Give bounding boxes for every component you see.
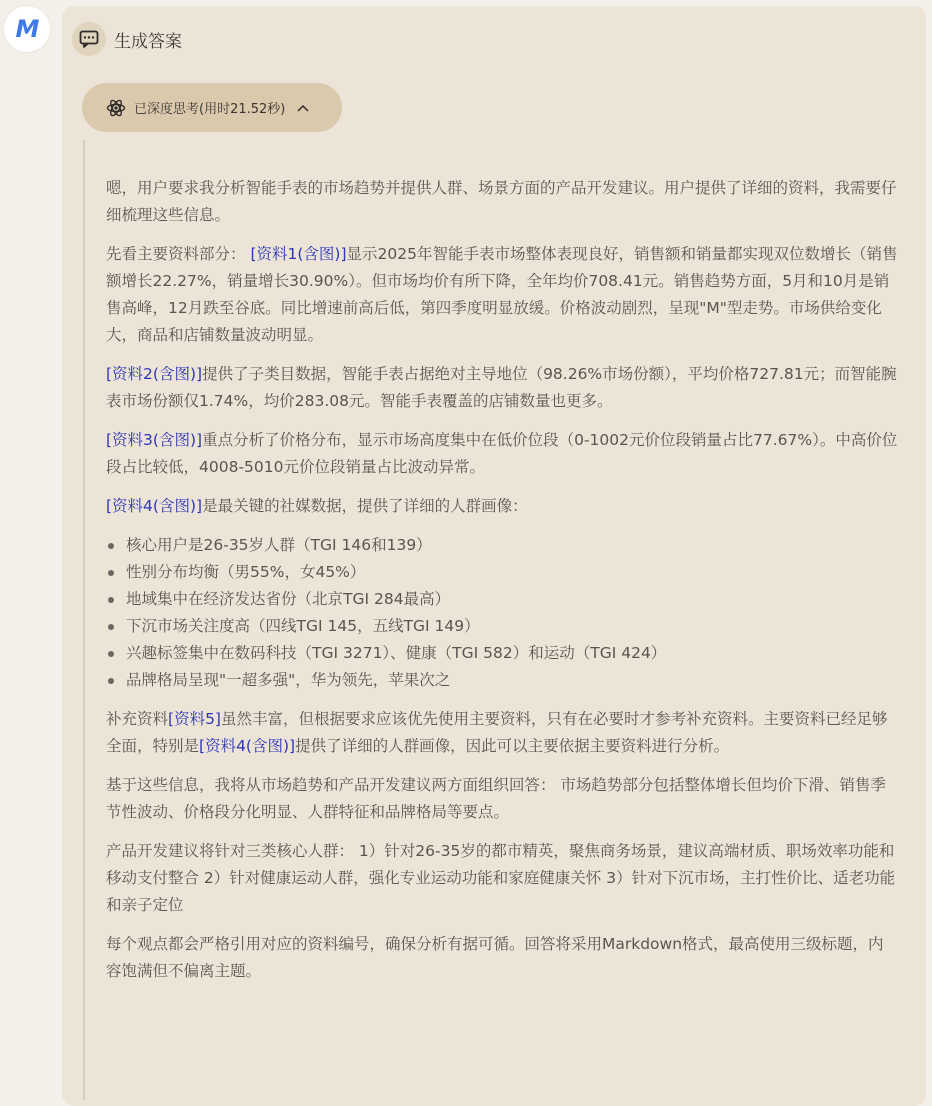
paragraph: 补充资料[资料5]虽然丰富，但根据要求应该优先使用主要资料，只有在必要时才参考补充资料。主要资料已经足够全面，特别是[资料4(含图)]提供了详细的人群画像，因此可以主要依据主要资料进行分析。 [106, 710, 888, 755]
thinking-divider [83, 140, 85, 1100]
list-item: 核心用户是26-35岁人群（TGI 146和139） [106, 532, 898, 559]
list-item: 品牌格局呈现"一超多强"，华为领先，苹果次之 [106, 667, 898, 694]
list-item: 兴趣标签集中在数码科技（TGI 3271）、健康（TGI 582）和运动（TGI 424） [106, 640, 898, 667]
audience-list [106, 532, 898, 694]
app-logo-letter: M [15, 15, 39, 43]
paragraph: 每个观点都会严格引用对应的资料编号，确保分析有据可循。回答将采用Markdown格式，最高使用三级标题，内容饱满但不偏离主题。 [106, 935, 884, 980]
paragraph: 嗯，用户要求我分析智能手表的市场趋势并提供人群、场景方面的产品开发建议。用户提供了详细的资料，我需要仔细梳理这些信息。 [106, 179, 897, 224]
paragraph: 先看主要资料部分： [资料1(含图)]显示2025年智能手表市场整体表现良好，销售额和销量都实现双位数增长（销售额增长22.27%，销量增长30.90%）。但市场均价有所下降，全年均价708.41元。销售趋势方面，5月和10月是销售高峰，12月跌至谷底。同比增速前高后低，第四季度明显放缓。价格波动剧烈，呈现"M"型走势。市场供给变化大，商品和店铺数量波动明显。 [106, 245, 898, 344]
thinking-duration-label: 已深度思考(用时21.52秒) [134, 102, 286, 117]
answer-header [72, 22, 182, 56]
reference-link[interactable]: [资料2(含图)] [106, 365, 203, 383]
paragraph: [资料4(含图)]是最关键的社媒数据，提供了详细的人群画像： [106, 497, 528, 515]
reference-link[interactable]: [资料3(含图)] [106, 431, 203, 449]
reference-link[interactable]: [资料1(含图)] [250, 245, 347, 263]
atom-icon [106, 98, 126, 118]
app-logo [4, 6, 50, 52]
list-item: 地域集中在经济发达省份（北京TGI 284最高） [106, 586, 898, 613]
list-item: 下沉市场关注度高（四线TGI 145，五线TGI 149） [106, 613, 898, 640]
paragraph: [资料2(含图)]提供了子类目数据，智能手表占据绝对主导地位（98.26%市场份额），平均价格727.81元；而智能腕表市场份额仅1.74%，均价283.08元。智能手表覆盖的店铺数量也更多。 [106, 365, 897, 410]
reference-link[interactable]: [资料4(含图)] [106, 497, 203, 515]
reference-link[interactable]: [资料4(含图)] [199, 737, 296, 755]
answer-card [62, 6, 926, 1106]
deep-thinking-toggle[interactable] [82, 83, 342, 132]
reference-link[interactable]: [资料5] [168, 710, 221, 728]
answer-title: 生成答案 [114, 31, 182, 52]
chevron-up-icon[interactable] [297, 104, 309, 112]
thinking-content [106, 175, 898, 997]
paragraph: 产品开发建议将针对三类核心人群： 1）针对26-35岁的都市精英，聚焦商务场景，建议高端材质、职场效率功能和移动支付整合 2）针对健康运动人群，强化专业运动功能和家庭健康关怀 3）针对下沉市场，主打性价比、适老功能和亲子定位 [106, 842, 896, 914]
paragraph: 基于这些信息，我将从市场趋势和产品开发建议两方面组织回答： 市场趋势部分包括整体增长但均价下滑、销售季节性波动、价格段分化明显、人群特征和品牌格局等要点。 [106, 776, 886, 821]
list-item: 性别分布均衡（男55%，女45%） [106, 559, 898, 586]
paragraph: [资料3(含图)]重点分析了价格分布，显示市场高度集中在低价位段（0-1002元价位段销量占比77.67%）。中高价位段占比较低，4008-5010元价位段销量占比波动异常。 [106, 431, 898, 476]
chat-bubble-icon [72, 22, 106, 56]
